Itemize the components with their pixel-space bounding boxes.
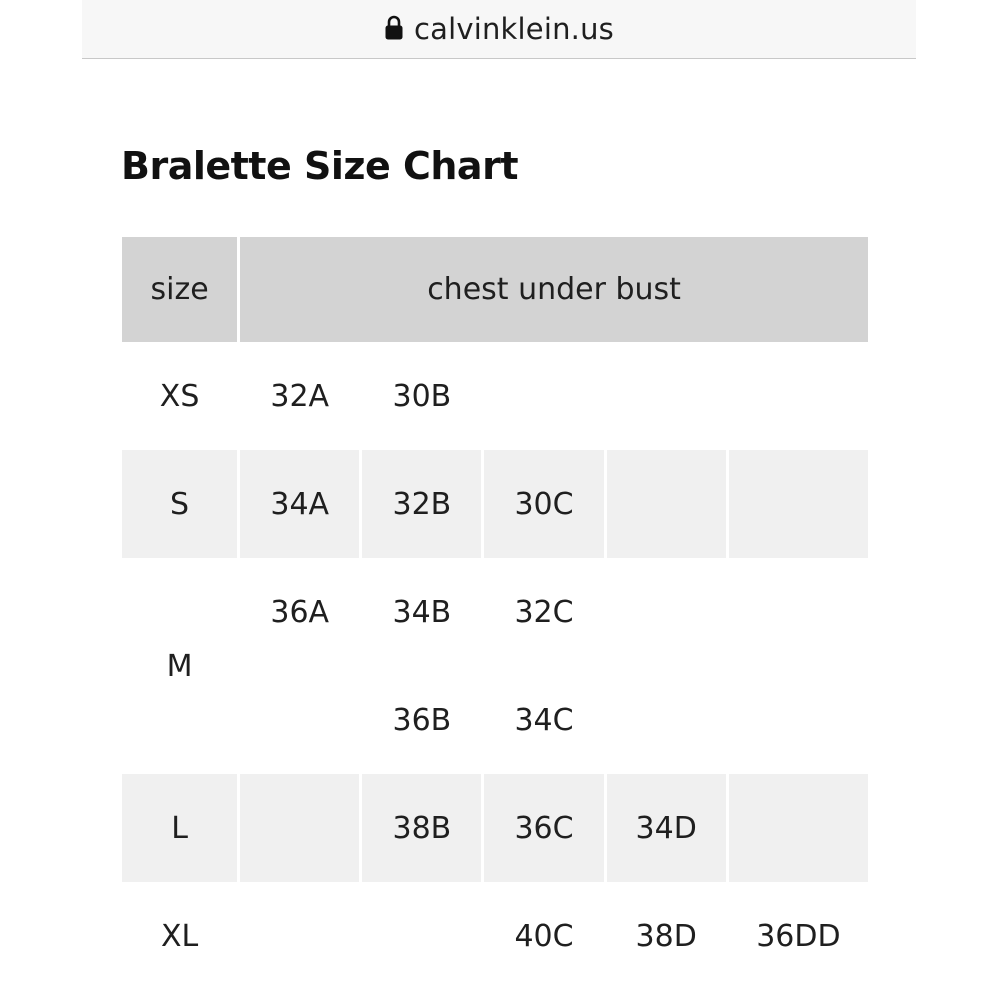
url-text: calvinklein.us (413, 12, 614, 46)
address-bar[interactable] (82, 0, 916, 59)
lock-icon (384, 15, 404, 41)
size-label: M (122, 558, 237, 774)
table-cell: 30B (362, 342, 481, 450)
table-cell: 36B (362, 666, 481, 774)
table-cell (729, 558, 868, 666)
table-cell: 32C (484, 558, 603, 666)
table-cell (729, 342, 868, 450)
size-label: XS (122, 342, 237, 450)
table-row-xl (122, 882, 868, 990)
table-row-s (122, 450, 868, 558)
table-cell: 34D (607, 774, 726, 882)
table-cell: 36DD (729, 882, 868, 990)
table-row-l (122, 774, 868, 882)
table-cell (607, 558, 726, 666)
table-cell: 40C (484, 882, 603, 990)
table-cell (607, 342, 726, 450)
table-cell (484, 342, 603, 450)
table-cell (607, 450, 726, 558)
table-cell (607, 666, 726, 774)
size-label: XL (122, 882, 237, 990)
table-cell: 34C (484, 666, 603, 774)
size-label: L (122, 774, 237, 882)
page-title: Bralette Size Chart (121, 144, 518, 188)
table-cell (240, 882, 359, 990)
table-cell (240, 666, 359, 774)
size-label: S (122, 450, 237, 558)
size-chart-table (119, 237, 871, 990)
table-cell: 36C (484, 774, 603, 882)
table-cell (729, 774, 868, 882)
table-cell: 34B (362, 558, 481, 666)
table-cell: 38B (362, 774, 481, 882)
table-header-row (122, 237, 868, 342)
table-cell (362, 882, 481, 990)
table-cell: 32A (240, 342, 359, 450)
table-cell: 36A (240, 558, 359, 666)
table-cell: 34A (240, 450, 359, 558)
table-cell (729, 666, 868, 774)
table-row-m (122, 558, 868, 666)
table-cell: 30C (484, 450, 603, 558)
table-row-xs (122, 342, 868, 450)
table-cell: 32B (362, 450, 481, 558)
table-cell: 38D (607, 882, 726, 990)
table-cell (240, 774, 359, 882)
table-cell (729, 450, 868, 558)
header-size: size (122, 237, 237, 342)
header-chest-under-bust: chest under bust (240, 237, 868, 342)
